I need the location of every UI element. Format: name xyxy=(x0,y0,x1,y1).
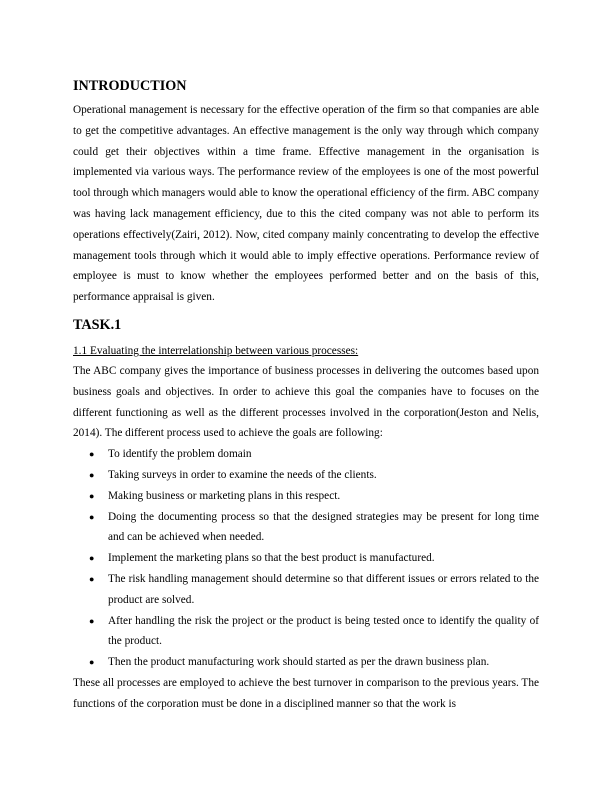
list-item-text: Then the product manufacturing work should started as per the drawn business plan. xyxy=(108,656,490,669)
bullet-icon: ● xyxy=(89,490,95,501)
process-list xyxy=(73,444,539,673)
bullet-icon: ● xyxy=(89,553,95,564)
closing-paragraph: These all processes are employed to achieve the best turnover in comparison to the previous years. The functions of the corporation must be done in a disciplined manner so that the work is xyxy=(73,676,539,710)
bullet-icon: ● xyxy=(89,657,95,668)
list-item-text: Doing the documenting process so that the designed strategies may be present for long time and can be achieved when needed. xyxy=(108,510,539,544)
list-item-text: The risk handling management should determine so that different issues or errors related to the product are solved. xyxy=(108,572,539,606)
bullet-icon: ● xyxy=(89,511,95,522)
bullet-icon: ● xyxy=(89,449,95,460)
list-item-text: Making business or marketing plans in this respect. xyxy=(108,489,341,502)
introduction-heading: INTRODUCTION xyxy=(73,78,187,94)
bullet-icon: ● xyxy=(89,469,95,480)
list-item xyxy=(73,507,539,549)
document-body xyxy=(73,77,539,715)
list-item-text: Implement the marketing plans so that the best product is manufactured. xyxy=(108,552,435,565)
introduction-paragraph: Operational management is necessary for the effective operation of the firm so that companies are able to get the competitive advantages. An effective management is the only way through which company could get their objectives within a time frame. Effective management in the organisation is implemented via various ways. The performance review of the employees is one of the most powerful tool through which managers would able to know the operational efficiency of the firm. ABC company was having lack management efficiency, due to this the cited company was not able to perform its operations effectively(Zairi, 2012). Now, cited company mainly concentrating to develop the effective management tools through which it would able to imply effective operations. Performance review of employee is must to know whether the employees performed better and on the basis of this, performance appraisal is given. xyxy=(73,104,539,304)
list-item xyxy=(73,444,539,465)
list-item xyxy=(73,486,539,507)
section-heading: 1.1 Evaluating the interrelationship between various processes: xyxy=(73,344,359,357)
list-item xyxy=(73,652,539,673)
list-item-text: To identify the problem domain xyxy=(108,448,252,461)
list-item xyxy=(73,611,539,653)
list-item xyxy=(73,569,539,611)
list-item xyxy=(73,548,539,569)
list-item xyxy=(73,465,539,486)
list-item-text: After handling the risk the project or the product is being tested once to identify the quality of the product. xyxy=(108,614,539,648)
bullet-icon: ● xyxy=(89,573,95,584)
task-heading: TASK.1 xyxy=(73,316,122,333)
section-paragraph: The ABC company gives the importance of business processes in delivering the outcomes based upon business goals and objectives. In order to achieve this goal the companies have to focuses on the different functioning as well as the different processes involved in the corporation(Jeston and Nelis, 2014). The different process used to achieve the goals are following: xyxy=(73,364,539,440)
list-item-text: Taking surveys in order to examine the needs of the clients. xyxy=(108,468,377,481)
bullet-icon: ● xyxy=(89,615,95,626)
